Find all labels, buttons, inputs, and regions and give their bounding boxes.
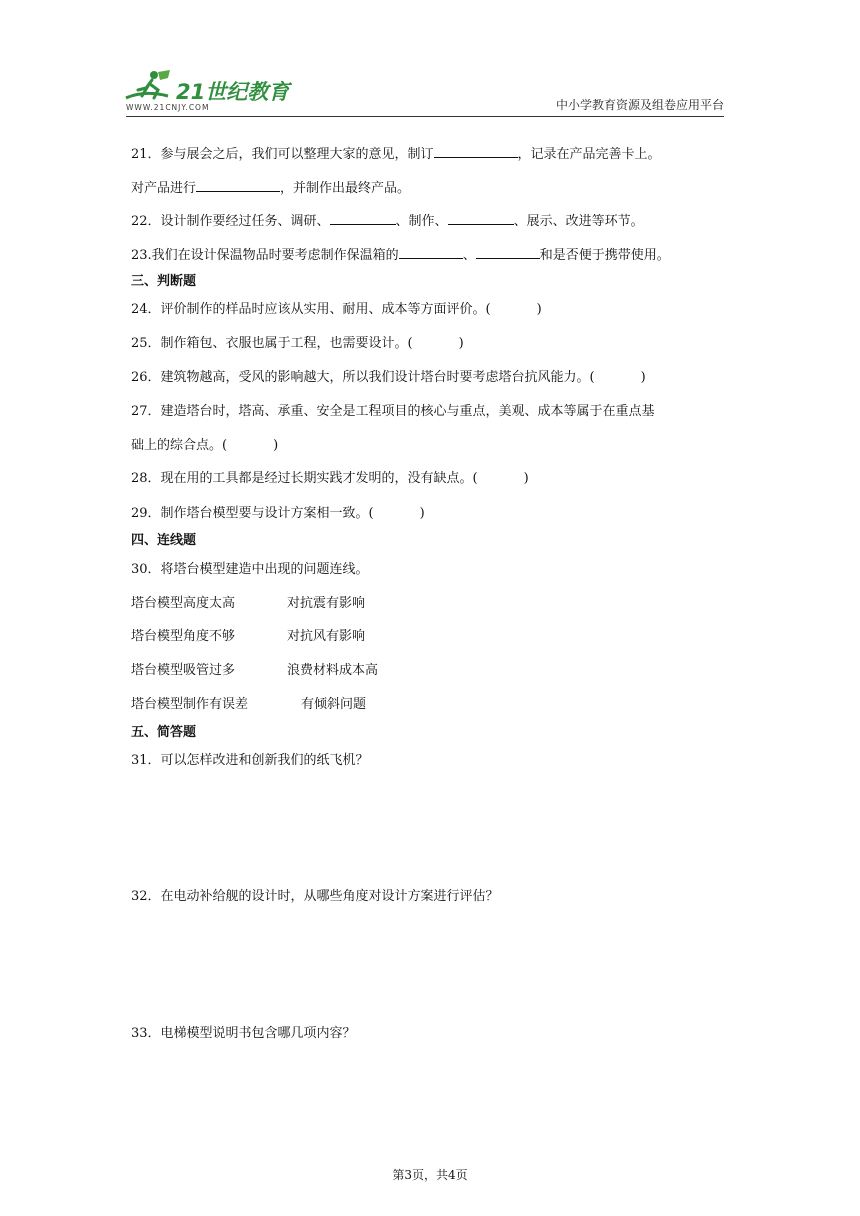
q25-text: 25．制作箱包、衣服也属于工程，也需要设计。(	[131, 336, 413, 351]
question-33: 33．电梯模型说明书包含哪几项内容？	[131, 1026, 356, 1041]
question-27-line-1	[131, 403, 655, 421]
question-22	[131, 211, 644, 231]
question-28	[131, 470, 529, 488]
question-32: 32．在电动补给舰的设计时，从哪些角度对设计方案进行评估？	[131, 889, 499, 904]
section-5-title: 五、简答题	[131, 725, 197, 740]
site-logo	[124, 68, 294, 116]
match-right-item[interactable]: 浪费材料成本高	[287, 663, 379, 678]
q29-paren-close: )	[419, 506, 425, 521]
q23-text-1: 23.我们在设计保温物品时要考虑制作保温箱的	[131, 248, 399, 263]
question-29	[131, 505, 425, 523]
question-21-line-1	[131, 144, 661, 164]
q21-text-2: ，记录在产品完善卡上。	[517, 147, 661, 162]
page-header	[124, 68, 724, 118]
q21-blank-2[interactable]	[196, 178, 280, 192]
q23-text-2: 、	[462, 248, 476, 263]
logo-url: WWW.21CNJY.COM	[126, 103, 210, 112]
q27-text-1: 27．建造塔台时，塔高、承重、安全是工程项目的核心与重点，美观、成本等属于在重点基	[131, 404, 655, 419]
match-right-item[interactable]: 对抗震有影响	[287, 596, 366, 611]
q22-blank-1[interactable]	[330, 211, 396, 225]
match-left-item[interactable]: 塔台模型制作有误差	[131, 697, 249, 712]
question-30: 30．将塔台模型建造中出现的问题连线。	[131, 562, 369, 577]
q23-blank-2[interactable]	[476, 245, 540, 259]
platform-name: 中小学教育资源及组卷应用平台	[555, 98, 724, 112]
logo-text: 21世纪教育	[176, 80, 290, 104]
section-4-title: 四、连线题	[131, 533, 197, 548]
question-25	[131, 335, 464, 353]
match-left-item[interactable]: 塔台模型吸管过多	[131, 663, 236, 678]
match-right-item[interactable]: 对抗风有影响	[287, 629, 366, 644]
q24-paren-close: )	[536, 302, 542, 317]
question-23	[131, 245, 670, 265]
q22-text-3: 、展示、改进等环节。	[513, 214, 644, 229]
q21-text-3: 对产品进行	[131, 181, 197, 196]
q29-text: 29．制作塔台模型要与设计方案相一致。(	[131, 506, 374, 521]
question-24	[131, 301, 542, 319]
q23-text-3: 和是否便于携带使用。	[539, 248, 670, 263]
q28-text: 28．现在用的工具都是经过长期实践才发明的，没有缺点。(	[131, 471, 478, 486]
q22-text-1: 22．设计制作要经过任务、调研、	[131, 214, 330, 229]
q26-text: 26．建筑物越高，受风的影响越大，所以我们设计塔台时要考虑塔台抗风能力。(	[131, 370, 595, 385]
q22-blank-2[interactable]	[448, 211, 514, 225]
header-divider	[126, 116, 724, 117]
q25-paren-close: )	[458, 336, 464, 351]
q21-text-4: ，并制作出最终产品。	[280, 181, 411, 196]
page-number: 第3页，共4页	[392, 1168, 468, 1182]
q23-blank-1[interactable]	[399, 245, 463, 259]
q21-blank-1[interactable]	[434, 144, 518, 158]
question-26	[131, 369, 646, 387]
question-21-line-2	[131, 178, 410, 198]
runner-logo-icon	[124, 68, 184, 104]
question-31: 31．可以怎样改进和创新我们的纸飞机？	[131, 753, 369, 768]
q27-text-2: 础上的综合点。(	[131, 438, 228, 453]
question-27-line-2	[131, 437, 278, 455]
q22-text-2: 、制作、	[395, 214, 448, 229]
q26-paren-close: )	[640, 370, 646, 385]
q21-text-1: 21．参与展会之后，我们可以整理大家的意见，制订	[131, 147, 434, 162]
q27-paren-close: )	[273, 438, 279, 453]
q24-text: 24．评价制作的样品时应该从实用、耐用、成本等方面评价。(	[131, 302, 491, 317]
q28-paren-close: )	[523, 471, 529, 486]
match-left-item[interactable]: 塔台模型高度太高	[131, 596, 236, 611]
match-right-item[interactable]: 有倾斜问题	[301, 697, 367, 712]
section-3-title: 三、判断题	[131, 274, 197, 289]
match-left-item[interactable]: 塔台模型角度不够	[131, 629, 236, 644]
